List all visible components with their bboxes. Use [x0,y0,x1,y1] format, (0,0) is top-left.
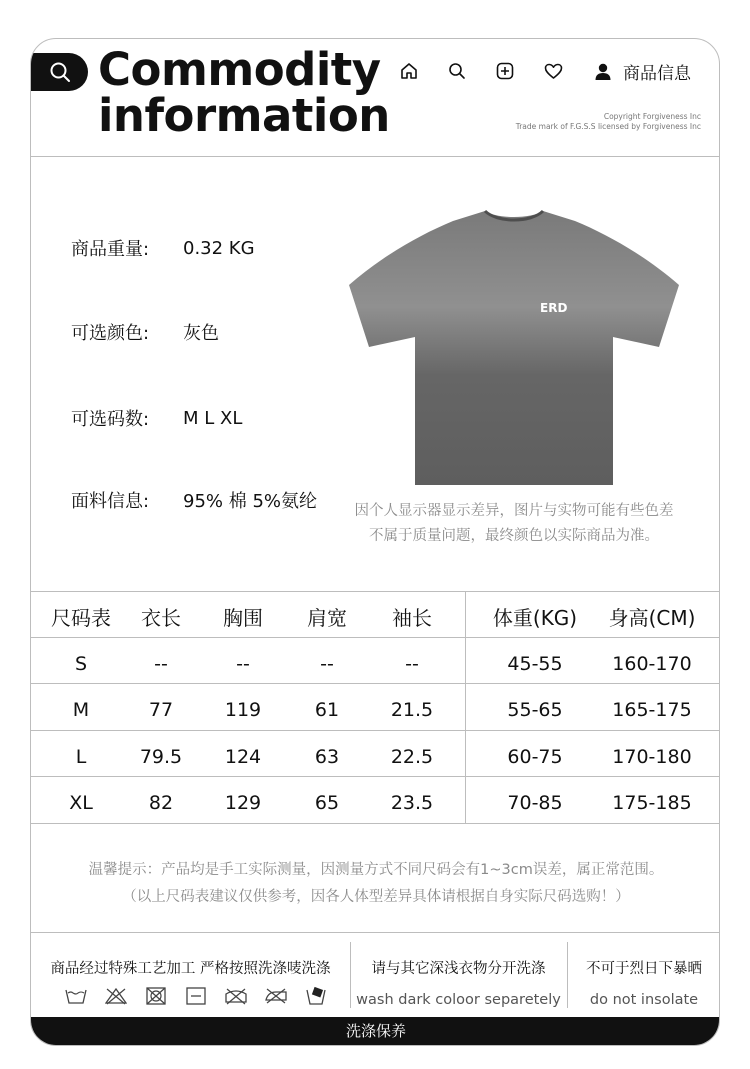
no-iron-icon [263,985,289,1007]
color-label: 可选颜色: [71,323,150,344]
table-cell: 82 [148,792,174,814]
care-icons [63,985,329,1007]
table-cell: L [75,746,87,768]
table-cell: 77 [148,699,174,721]
table-bottom-border [31,823,719,824]
info-size [71,405,242,431]
no-bleach-icon [103,985,129,1007]
table-cell: M [72,699,90,721]
measurement-tips [31,857,720,911]
table-row-border [31,776,719,777]
search-button[interactable] [31,53,88,91]
table-cell: -- [236,653,250,675]
user-icon [595,63,611,80]
product-card [30,38,720,1046]
tips-line-2: （以上尺码表建议仅供参考，因各人体型差异具体请根据自身实际尺码选购！） [122,889,630,905]
table-cell: -- [405,653,419,675]
table-row-border [31,637,719,638]
table-top-border [31,591,719,592]
page-title [98,43,390,142]
table-cell: 129 [224,792,262,814]
table-cell: 124 [224,746,262,768]
tshirt-print-text: ERD [540,301,568,315]
table-cell: 60-75 [507,746,563,768]
table-header-cell: 体重(KG) [492,606,578,630]
hand-wash-icon [63,985,89,1007]
heart-icon[interactable] [541,59,565,83]
table-header-cell: 身高(CM) [608,606,696,630]
table-cell: 21.5 [390,699,434,721]
weight-label: 商品重量: [71,239,150,260]
info-fabric [71,487,317,513]
care-instruction-3 [567,957,720,1008]
table-cell: -- [320,653,334,675]
table-cell: 70-85 [507,792,563,814]
care-instruction-1 [31,957,350,978]
table-cell: S [74,653,88,675]
copyright [516,112,701,132]
divider [31,932,719,933]
title-line-2: information [98,89,390,142]
tshirt-body [349,211,679,485]
copyright-line-2: Trade mark of F.G.S.S licensed by Forgiveness Inc [515,122,701,131]
table-cell: 65 [314,792,340,814]
user-nav[interactable] [595,59,691,84]
table-row-border [31,730,719,731]
no-tumble-dry-icon [143,985,169,1007]
fabric-value: 95% 棉 5%氨纶 [183,491,318,512]
weight-value: 0.32 KG [183,237,255,259]
table-cell: 119 [224,699,262,721]
table-header-cell: 胸围 [223,606,263,630]
table-cell: 45-55 [507,653,563,675]
search-icon[interactable] [445,59,469,83]
info-color [71,319,219,345]
size-value: M L XL [183,407,243,429]
disclaimer-line-1: 因个人显示器显示差异，图片与实物可能有些色差 [354,503,674,519]
care-2-title: 请与其它深浅衣物分开洗涤 [371,961,546,977]
divider [31,156,719,157]
care-instruction-2 [350,957,567,1008]
care-3-sub: do not insolate [589,992,699,1008]
no-wring-icon [223,985,249,1007]
plus-square-icon[interactable] [493,59,517,83]
disclaimer-line-2: 不属于质量问题，最终颜色以实际商品为准。 [369,528,659,544]
tips-line-1: 温馨提示：产品均是手工实际测量，因测量方式不同尺码会有1~3cm误差，属正常范围。 [88,862,664,878]
table-header-cell: 衣长 [141,606,181,630]
table-cell: 79.5 [139,746,183,768]
table-header-cell: 袖长 [392,606,432,630]
table-cell: 61 [314,699,340,721]
table-cell: 165-175 [612,699,692,721]
table-cell: 22.5 [390,746,434,768]
table-cell: 55-65 [507,699,563,721]
size-label: 可选码数: [71,409,150,430]
table-cell: 175-185 [612,792,692,814]
table-cell: 170-180 [612,746,692,768]
care-footer: 洗涤保养 [31,1017,720,1045]
home-icon[interactable] [397,59,421,83]
care-2-sub: wash dark coloor separetely [356,992,561,1008]
care-3-title: 不可于烈日下暴晒 [586,961,702,977]
fabric-label: 面料信息: [71,491,150,512]
color-value: 灰色 [183,323,219,344]
top-nav [397,58,691,84]
table-row-border [31,683,719,684]
user-nav-label: 商品信息 [623,63,691,84]
table-cell: 23.5 [390,792,434,814]
table-cell: -- [154,653,168,675]
table-cell: 160-170 [612,653,692,675]
care-1-title: 商品经过特殊工艺加工 严格按照洗涤唛洗涤 [50,961,331,977]
table-cell: XL [69,792,93,814]
tshirt-image [347,207,681,487]
dry-flat-icon [183,985,209,1007]
dry-clean-icon [303,985,329,1007]
info-weight [71,235,255,261]
table-header-cell: 肩宽 [307,606,347,630]
title-line-1: Commodity [98,43,381,96]
table-cell: 63 [314,746,340,768]
table-header-cell: 尺码表 [51,606,111,630]
copyright-line-1: Copyright Forgiveness Inc [603,112,701,121]
search-icon [49,61,71,83]
color-disclaimer [331,499,697,549]
